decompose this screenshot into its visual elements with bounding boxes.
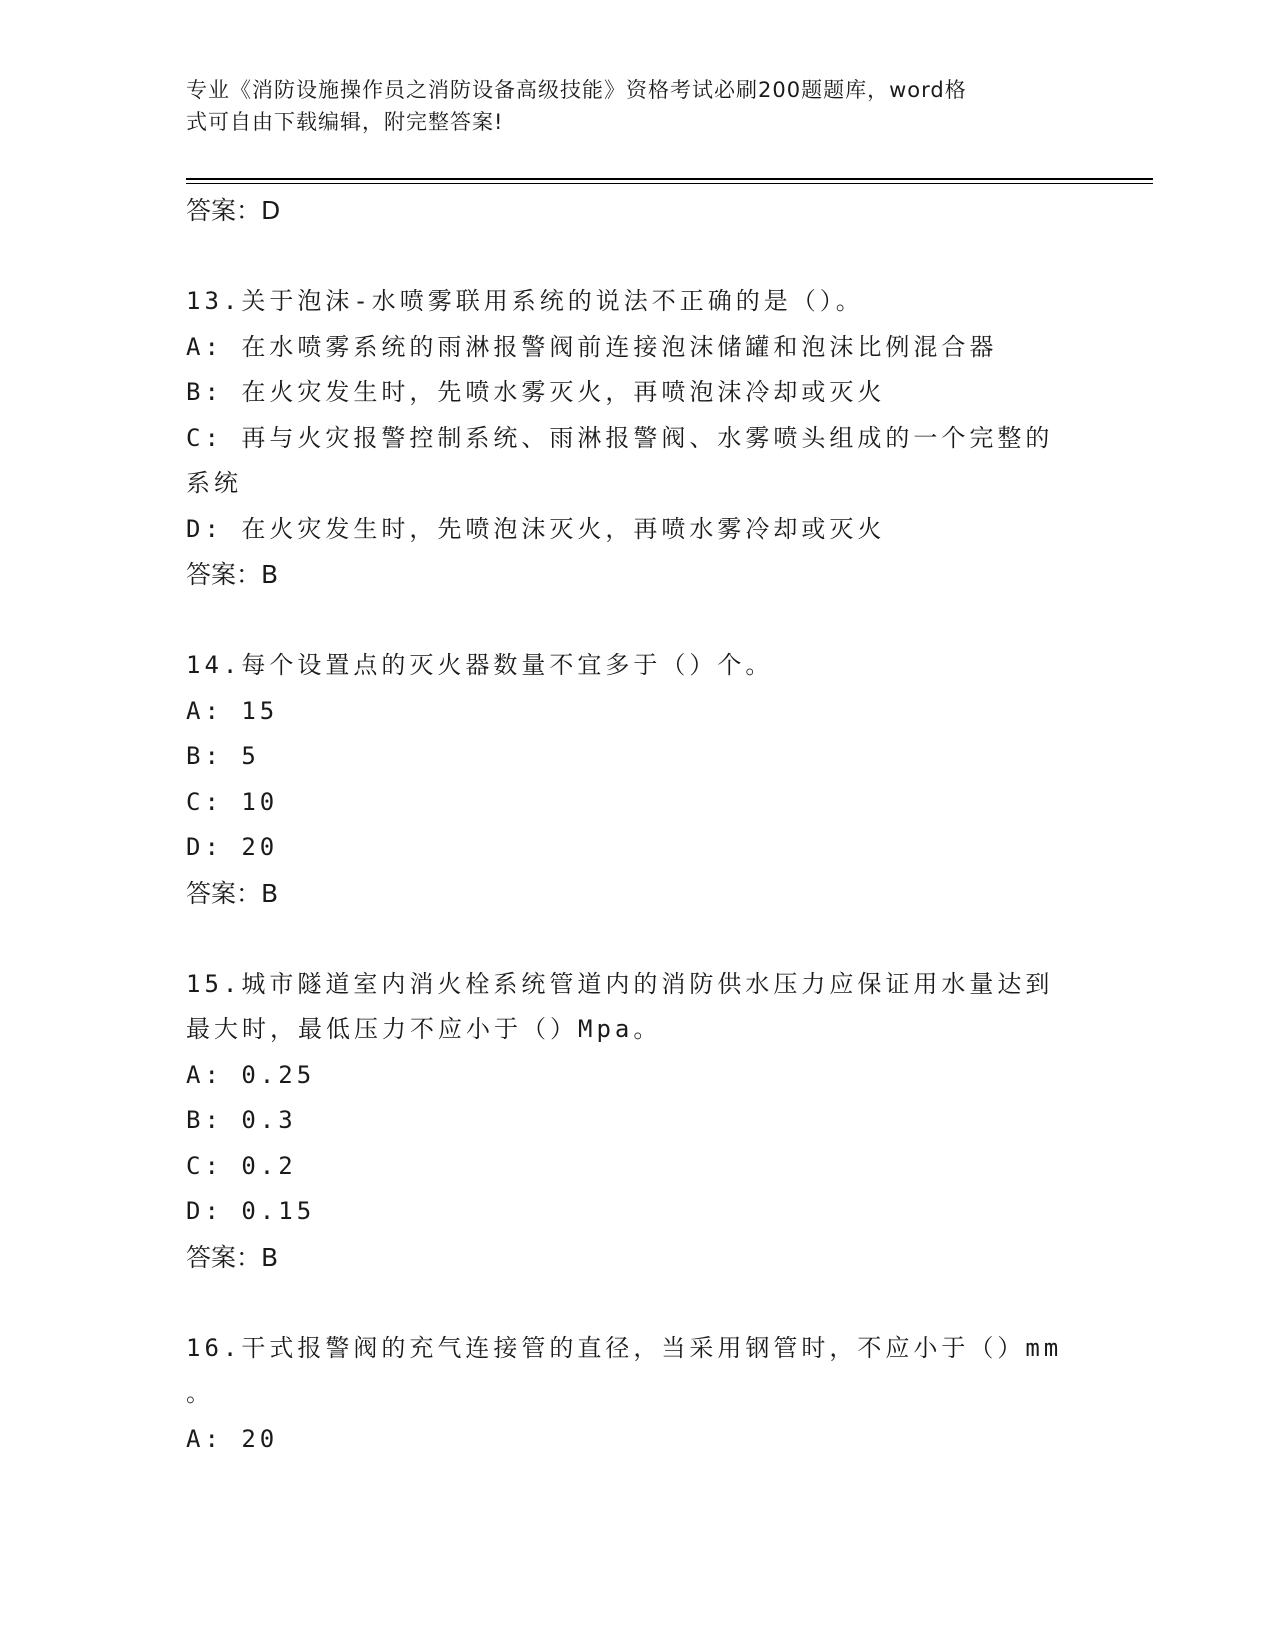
spacer bbox=[186, 233, 1076, 279]
answer-line: 答案：B bbox=[186, 878, 279, 908]
option-c: C: 10 bbox=[186, 787, 279, 816]
document-header bbox=[186, 74, 1066, 138]
question-block bbox=[186, 279, 1076, 597]
header-divider-thin bbox=[186, 183, 1153, 184]
question-block bbox=[186, 962, 1076, 1280]
header-line-1: 专业《消防设施操作员之消防设备高级技能》资格考试必刷200题题库，word格 bbox=[186, 78, 967, 102]
question-text-continued: 。 bbox=[186, 1379, 214, 1407]
answer-line: 答案：D bbox=[186, 196, 281, 225]
answer-line: 答案：B bbox=[186, 560, 279, 589]
question-text: 14.每个设置点的灭火器数量不宜多于（）个。 bbox=[186, 651, 774, 679]
option-a: A: 在水喷雾系统的雨淋报警阀前连接泡沫储罐和泡沫比例混合器 bbox=[186, 332, 998, 361]
spacer bbox=[186, 597, 1076, 643]
option-a: A: 0.25 bbox=[186, 1060, 316, 1089]
option-c: C: 0.2 bbox=[186, 1151, 297, 1180]
question-text: 16.干式报警阀的充气连接管的直径，当采用钢管时，不应小于（）mm bbox=[186, 1333, 1063, 1362]
answer-line: 答案：B bbox=[186, 1242, 279, 1272]
option-b: B: 0.3 bbox=[186, 1106, 297, 1134]
question-text: 15.城市隧道室内消火栓系统管道内的消防供水压力应保证用水量达到 bbox=[186, 969, 1054, 998]
question-list bbox=[186, 188, 1076, 1462]
option-d: D: 0.15 bbox=[186, 1197, 316, 1225]
question-block bbox=[186, 643, 1076, 916]
question-text: 13.关于泡沫-水喷雾联用系统的说法不正确的是（）。 bbox=[186, 287, 864, 315]
spacer bbox=[186, 916, 1076, 962]
option-a: A: 15 bbox=[186, 696, 279, 725]
option-c: C: 再与火灾报警控制系统、雨淋报警阀、水雾喷头组成的一个完整的 bbox=[186, 423, 1054, 452]
spacer bbox=[186, 1280, 1076, 1326]
option-d: D: 在火灾发生时，先喷泡沫灭火，再喷水雾冷却或灭火 bbox=[186, 514, 886, 543]
header-line-2: 式可自由下载编辑，附完整答案! bbox=[186, 110, 504, 134]
question-block bbox=[186, 1326, 1076, 1463]
question-text-continued: 最大时，最低压力不应小于（）Mpa。 bbox=[186, 1015, 662, 1043]
option-a: A: 20 bbox=[186, 1424, 279, 1453]
option-b: B: 在火灾发生时，先喷水雾灭火，再喷泡沫冷却或灭火 bbox=[186, 378, 886, 406]
option-c-continued: 系统 bbox=[186, 469, 242, 497]
option-d: D: 20 bbox=[186, 833, 279, 861]
header-divider-thick bbox=[186, 178, 1153, 180]
option-b: B: 5 bbox=[186, 742, 260, 770]
